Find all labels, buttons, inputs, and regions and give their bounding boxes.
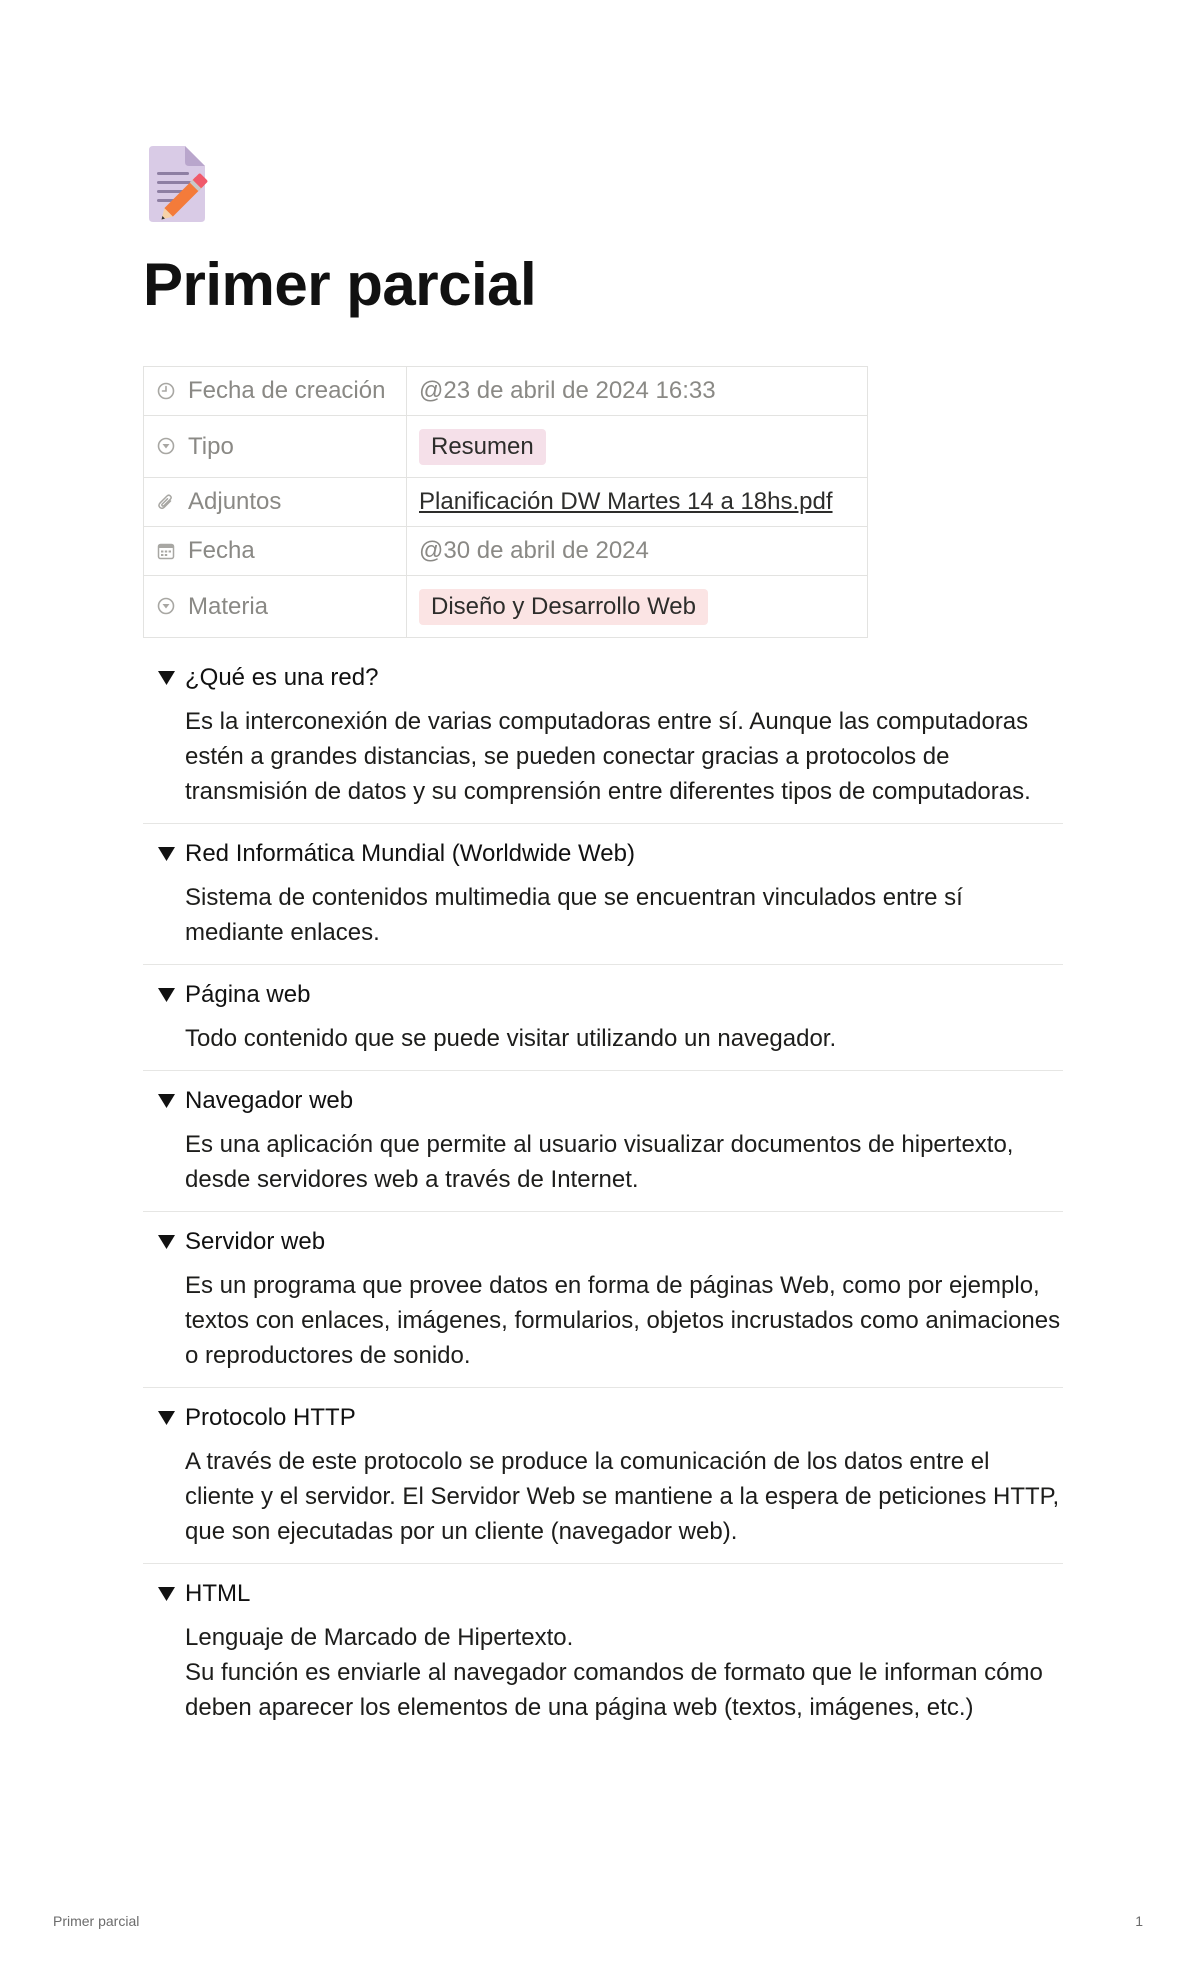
toggle-header[interactable] (143, 662, 1063, 694)
toggle-content (143, 704, 1063, 809)
toggle-block (143, 1388, 1063, 1564)
property-value-cell[interactable] (407, 416, 868, 478)
toggle-block (143, 648, 1063, 824)
toggle-block (143, 1071, 1063, 1212)
property-name: Fecha de creación (188, 377, 386, 404)
date-value: @30 de abril de 2024 (419, 537, 649, 564)
toggle-header[interactable] (143, 1226, 1063, 1258)
toggle-triangle-icon[interactable] (158, 671, 175, 685)
property-name-cell (144, 527, 407, 576)
paragraph: A través de este protocolo se produce la comunicación de los datos entre el cliente y el servidor. El Servidor Web se mantiene a la espera de peticiones HTTP, que son ejecutadas por un cliente (navegador web). (185, 1448, 1060, 1545)
toggle-triangle-icon[interactable] (158, 988, 175, 1002)
toggle-heading: Página web (185, 981, 311, 1008)
toggle-heading: ¿Qué es una red? (185, 664, 379, 691)
properties-table (143, 366, 868, 638)
property-name-cell (144, 416, 407, 478)
footer-page-number: 1 (1135, 1913, 1143, 1929)
toggle-block (143, 965, 1063, 1071)
paragraph: Lenguaje de Marcado de Hipertexto. (185, 1624, 574, 1651)
property-name-cell (144, 576, 407, 638)
toggle-content (143, 1444, 1063, 1549)
toggle-heading: Protocolo HTTP (185, 1404, 356, 1431)
clock-icon (156, 381, 176, 401)
paragraph: Su función es enviarle al navegador comandos de formato que le informan cómo deben aparecer los elementos de una página web (textos, imágenes, etc.) (185, 1659, 1043, 1721)
paragraph: Todo contenido que se puede visitar utilizando un navegador. (185, 1025, 837, 1052)
calendar-icon (156, 541, 176, 561)
toggle-header[interactable] (143, 838, 1063, 870)
property-name: Fecha (188, 537, 255, 564)
property-name-cell (144, 367, 407, 416)
subject-tag[interactable]: Diseño y Desarrollo Web (419, 589, 708, 625)
property-row-date (144, 527, 868, 576)
property-row-subject (144, 576, 868, 638)
paragraph: Es una aplicación que permite al usuario visualizar documentos de hipertexto, desde servidores web a través de Internet. (185, 1131, 1014, 1193)
memo-icon (143, 146, 213, 224)
toggle-content (143, 1620, 1063, 1725)
property-name: Adjuntos (188, 488, 282, 515)
toggle-triangle-icon[interactable] (158, 847, 175, 861)
paperclip-icon (156, 492, 176, 512)
property-name: Materia (188, 592, 269, 620)
toggle-heading: Red Informática Mundial (Worldwide Web) (185, 840, 635, 867)
toggle-heading: HTML (185, 1580, 251, 1607)
toggle-header[interactable] (143, 1578, 1063, 1610)
toggle-header[interactable] (143, 979, 1063, 1011)
paragraph: Sistema de contenidos multimedia que se encuentran vinculados entre sí mediante enlaces. (185, 884, 963, 946)
toggle-block (143, 1564, 1063, 1739)
page-content (143, 146, 1063, 1739)
toggle-content (143, 1127, 1063, 1197)
toggle-content (143, 1021, 1063, 1056)
property-name-cell (144, 478, 407, 527)
toggle-list (143, 648, 1063, 1739)
property-row-created (144, 367, 868, 416)
property-value-cell (407, 478, 868, 527)
property-name: Tipo (188, 432, 234, 460)
created-date-value: @23 de abril de 2024 16:33 (419, 377, 716, 404)
footer-title: Primer parcial (53, 1913, 140, 1929)
page-title: Primer parcial (143, 251, 537, 318)
toggle-header[interactable] (143, 1402, 1063, 1434)
property-row-type (144, 416, 868, 478)
type-tag[interactable]: Resumen (419, 429, 546, 465)
property-value-cell[interactable] (407, 576, 868, 638)
property-row-attachments (144, 478, 868, 527)
paragraph: Es un programa que provee datos en forma de páginas Web, como por ejemplo, textos con enlaces, imágenes, formularios, objetos incrustados como animaciones o reproductores de sonido. (185, 1272, 1061, 1369)
toggle-block (143, 824, 1063, 965)
toggle-triangle-icon[interactable] (158, 1411, 175, 1425)
toggle-heading: Servidor web (185, 1228, 326, 1255)
toggle-triangle-icon[interactable] (158, 1094, 175, 1108)
toggle-heading: Navegador web (185, 1087, 354, 1114)
select-icon (156, 596, 176, 616)
toggle-triangle-icon[interactable] (158, 1587, 175, 1601)
property-value-cell[interactable] (407, 367, 868, 416)
select-icon (156, 436, 176, 456)
toggle-triangle-icon[interactable] (158, 1235, 175, 1249)
property-value-cell[interactable] (407, 527, 868, 576)
toggle-content (143, 1268, 1063, 1373)
toggle-content (143, 880, 1063, 950)
paragraph: Es la interconexión de varias computadoras entre sí. Aunque las computadoras estén a grandes distancias, se pueden conectar gracias a protocolos de transmisión de datos y su comprensión entre diferentes tipos de computadoras. (185, 708, 1031, 805)
attachment-link[interactable]: Planificación DW Martes 14 a 18hs.pdf (419, 488, 833, 515)
toggle-header[interactable] (143, 1085, 1063, 1117)
toggle-block (143, 1212, 1063, 1388)
